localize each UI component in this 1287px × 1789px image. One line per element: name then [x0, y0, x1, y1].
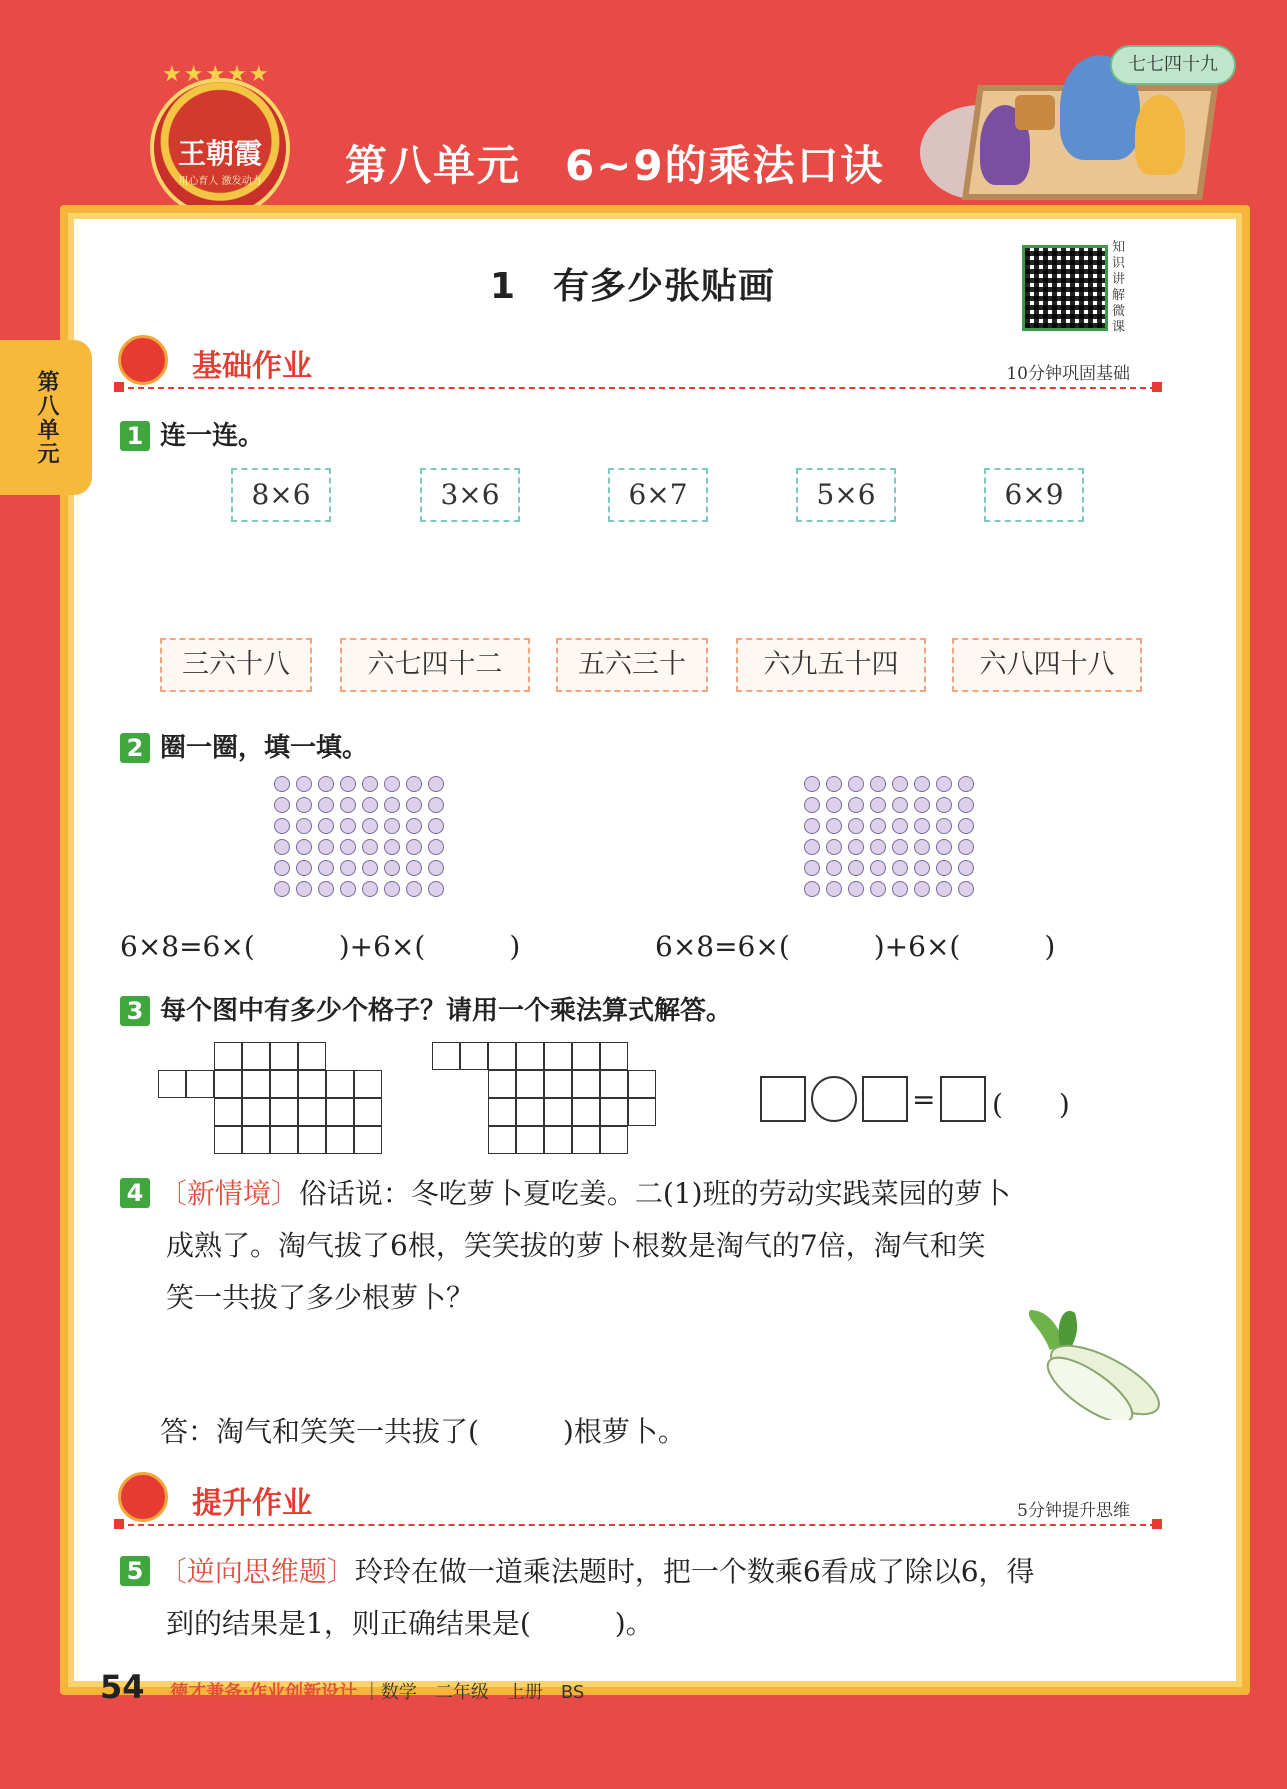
- grid-cell: [544, 1126, 572, 1154]
- dot: [362, 818, 378, 834]
- dot: [936, 797, 952, 813]
- dot: [428, 818, 444, 834]
- dot: [826, 797, 842, 813]
- question-4: [120, 1168, 1160, 1324]
- dot: [804, 860, 820, 876]
- section-basic-header: [118, 335, 1158, 395]
- qr-caption: 知识讲解微课: [1112, 240, 1126, 335]
- dot: [274, 839, 290, 855]
- equation-right: 6×8=6×( )+6×( ): [655, 930, 1056, 963]
- divider: [118, 1524, 1156, 1526]
- verse-card[interactable]: 五六三十: [556, 638, 708, 692]
- dot: [362, 839, 378, 855]
- grid-cell: [544, 1070, 572, 1098]
- dot: [296, 881, 312, 897]
- question-number: 5: [120, 1556, 150, 1586]
- radish-icon: [1020, 1305, 1160, 1420]
- answer-box[interactable]: [940, 1076, 986, 1122]
- grid-cell: [544, 1042, 572, 1070]
- grid-cell: [516, 1070, 544, 1098]
- grid-cell: [270, 1126, 298, 1154]
- grid-cell: [186, 1070, 214, 1098]
- dot: [340, 881, 356, 897]
- dot: [296, 776, 312, 792]
- grid-cell: [628, 1070, 656, 1098]
- grid-cell: [298, 1098, 326, 1126]
- dot: [318, 860, 334, 876]
- dot: [318, 881, 334, 897]
- dot: [340, 818, 356, 834]
- question-3: [120, 990, 732, 1027]
- speech-bubble: 七七四十九: [1110, 45, 1236, 85]
- grid-cell: [298, 1070, 326, 1098]
- grid-cell: [572, 1098, 600, 1126]
- dot: [406, 797, 422, 813]
- unit-paren: ( ): [992, 1088, 1070, 1121]
- dot: [274, 818, 290, 834]
- expression-card[interactable]: 8×6: [231, 468, 331, 522]
- grid-cell: [242, 1042, 270, 1070]
- publisher-logo: [150, 62, 290, 218]
- grid-cell: [214, 1070, 242, 1098]
- dot: [870, 881, 886, 897]
- expression-card[interactable]: 6×9: [984, 468, 1084, 522]
- page-number: 54: [100, 1668, 145, 1706]
- dot: [958, 839, 974, 855]
- dot: [384, 860, 400, 876]
- dot: [914, 776, 930, 792]
- question-text: 成熟了。淘气拔了6根，笑笑拔的萝卜根数是淘气的7倍，淘气和笑: [166, 1229, 986, 1262]
- grid-cell: [488, 1126, 516, 1154]
- grid-cell: [600, 1126, 628, 1154]
- answer-box[interactable]: [862, 1076, 908, 1122]
- dot: [296, 797, 312, 813]
- dot: [958, 776, 974, 792]
- grid-cell: [242, 1070, 270, 1098]
- dot: [958, 860, 974, 876]
- dot: [804, 797, 820, 813]
- dot: [848, 818, 864, 834]
- grid-cell: [488, 1070, 516, 1098]
- dot: [296, 839, 312, 855]
- grid-cell: [572, 1042, 600, 1070]
- dot: [936, 818, 952, 834]
- question-prompt: 圈一圈，填一填。: [160, 733, 369, 763]
- grid-cell: [460, 1042, 488, 1070]
- grid-cell: [158, 1070, 186, 1098]
- dot: [428, 776, 444, 792]
- grid-cell: [214, 1042, 242, 1070]
- grid-cell: [516, 1098, 544, 1126]
- dot: [892, 797, 908, 813]
- dot: [362, 776, 378, 792]
- grid-cell: [354, 1070, 382, 1098]
- question-number: 2: [120, 733, 150, 763]
- grid-cell: [298, 1042, 326, 1070]
- dot: [804, 818, 820, 834]
- dot: [406, 860, 422, 876]
- dot: [892, 881, 908, 897]
- dot: [870, 797, 886, 813]
- dot: [428, 860, 444, 876]
- grid-cell: [326, 1098, 354, 1126]
- dot: [274, 797, 290, 813]
- dot: [826, 776, 842, 792]
- section-advanced-header: [118, 1472, 1158, 1532]
- dot: [384, 881, 400, 897]
- series-name: 德才兼备·作业创新设计: [170, 1682, 358, 1703]
- grid-cell: [326, 1070, 354, 1098]
- dot: [914, 860, 930, 876]
- dot: [406, 776, 422, 792]
- dot: [318, 839, 334, 855]
- question-text: 玲玲在做一道乘法题时，把一个数乘6看成了除以6，得: [354, 1555, 1035, 1588]
- verse-card[interactable]: 三六十八: [160, 638, 312, 692]
- expression-card[interactable]: 5×6: [796, 468, 896, 522]
- grid-cell: [242, 1098, 270, 1126]
- grid-cell: [354, 1126, 382, 1154]
- section-basic-label: 基础作业: [192, 349, 312, 384]
- grid-cell: [270, 1042, 298, 1070]
- book-meta: ｜数学 二年级 上册 BS: [362, 1682, 585, 1703]
- dot: [848, 776, 864, 792]
- qr-code-icon[interactable]: [1022, 245, 1108, 331]
- grid-cell: [270, 1098, 298, 1126]
- dot: [892, 839, 908, 855]
- equation-left: 6×8=6×( )+6×( ): [120, 930, 521, 963]
- dot: [428, 839, 444, 855]
- question-tag: 〔逆向思维题〕: [158, 1555, 355, 1588]
- dot: [848, 860, 864, 876]
- dot: [892, 776, 908, 792]
- grid-cell: [270, 1070, 298, 1098]
- verse-card[interactable]: 六八四十八: [952, 638, 1142, 692]
- grid-cell: [572, 1070, 600, 1098]
- grid-cell: [628, 1098, 656, 1126]
- dot: [384, 839, 400, 855]
- dot: [318, 818, 334, 834]
- dot: [318, 776, 334, 792]
- question-number: 1: [120, 421, 150, 451]
- grid-cell: [488, 1042, 516, 1070]
- grid-cell: [600, 1098, 628, 1126]
- dot: [870, 818, 886, 834]
- dot: [804, 839, 820, 855]
- question-text: 俗话说：冬吃萝卜夏吃姜。二(1)班的劳动实践菜园的萝卜: [298, 1177, 1011, 1210]
- expression-card[interactable]: 3×6: [420, 468, 520, 522]
- grid-cell: [488, 1098, 516, 1126]
- dot: [958, 881, 974, 897]
- dot: [892, 860, 908, 876]
- grid-cell: [298, 1126, 326, 1154]
- dot: [870, 776, 886, 792]
- child-figure-icon: [1135, 95, 1185, 175]
- divider: [118, 387, 1156, 389]
- grid-cell: [214, 1098, 242, 1126]
- section-basic-note: 10分钟巩固基础: [1006, 364, 1130, 384]
- question-text: 到的结果是1，则正确结果是( )。: [166, 1607, 654, 1640]
- dot-array-left[interactable]: [274, 776, 446, 897]
- operator-circle[interactable]: [811, 1076, 857, 1122]
- dot: [384, 776, 400, 792]
- dot: [848, 839, 864, 855]
- dot: [870, 839, 886, 855]
- dot: [804, 776, 820, 792]
- dot: [848, 881, 864, 897]
- dot: [914, 818, 930, 834]
- question-2: [120, 727, 368, 764]
- unit-title: 第八单元 6~9的乘法口诀: [345, 141, 885, 190]
- dot: [848, 797, 864, 813]
- dot: [826, 818, 842, 834]
- section-advanced-note: 5分钟提升思维: [1017, 1501, 1130, 1521]
- dot-array-right[interactable]: [804, 776, 976, 897]
- dot: [892, 818, 908, 834]
- lesson-title: 1 有多少张贴画: [490, 266, 776, 307]
- dot: [406, 839, 422, 855]
- question-number: 4: [120, 1178, 150, 1208]
- stars-icon: ★★★★★: [162, 62, 271, 87]
- grid-cell: [326, 1126, 354, 1154]
- question-prompt: 每个图中有多少个格子？请用一个乘法算式解答。: [160, 996, 733, 1026]
- dot: [362, 881, 378, 897]
- dot: [936, 860, 952, 876]
- dot: [936, 881, 952, 897]
- question-5: [120, 1546, 1160, 1650]
- dot: [406, 881, 422, 897]
- dot: [826, 881, 842, 897]
- question-tag: 〔新情境〕: [158, 1177, 299, 1210]
- answer-box[interactable]: [760, 1076, 806, 1122]
- grid-cell: [242, 1126, 270, 1154]
- grid-cell: [544, 1098, 572, 1126]
- grid-cell: [432, 1042, 460, 1070]
- dot: [340, 797, 356, 813]
- dot: [958, 797, 974, 813]
- dot: [362, 797, 378, 813]
- dot: [296, 860, 312, 876]
- dot: [870, 860, 886, 876]
- logo-brand: 王朝霞: [177, 137, 262, 170]
- dot: [406, 818, 422, 834]
- header-illustration: [920, 0, 1287, 210]
- page-footer: [100, 1668, 584, 1706]
- dot: [340, 776, 356, 792]
- grid-cell: [572, 1126, 600, 1154]
- grid-cell: [214, 1126, 242, 1154]
- logs-icon: [1015, 95, 1055, 130]
- dot: [914, 839, 930, 855]
- dot: [296, 818, 312, 834]
- dot: [914, 797, 930, 813]
- dot: [804, 881, 820, 897]
- side-unit-tab: 第八单元: [0, 340, 92, 495]
- grid-cell: [516, 1126, 544, 1154]
- dot: [340, 839, 356, 855]
- dot: [274, 776, 290, 792]
- expression-card[interactable]: 6×7: [608, 468, 708, 522]
- logo-slogan: 用心育人 激发动力: [178, 176, 262, 187]
- dot: [958, 818, 974, 834]
- dot: [428, 797, 444, 813]
- dot: [384, 797, 400, 813]
- question-text: 笑一共拔了多少根萝卜？: [166, 1281, 475, 1314]
- dot: [318, 797, 334, 813]
- question-1: [120, 415, 264, 452]
- question-prompt: 连一连。: [160, 421, 265, 451]
- dot: [384, 818, 400, 834]
- megaphone-icon: [118, 1472, 168, 1522]
- dot: [340, 860, 356, 876]
- question-number: 3: [120, 996, 150, 1026]
- dot: [826, 860, 842, 876]
- dot: [936, 776, 952, 792]
- megaphone-icon: [118, 335, 168, 385]
- dot: [362, 860, 378, 876]
- equals-sign: =: [912, 1083, 936, 1116]
- grid-cell: [516, 1042, 544, 1070]
- verse-card[interactable]: 六九五十四: [736, 638, 926, 692]
- dot: [914, 881, 930, 897]
- dot: [936, 839, 952, 855]
- verse-card[interactable]: 六七四十二: [340, 638, 530, 692]
- dot: [274, 881, 290, 897]
- dot: [274, 860, 290, 876]
- grid-cell: [600, 1042, 628, 1070]
- grid-cell: [600, 1070, 628, 1098]
- dot: [428, 881, 444, 897]
- grid-cell: [354, 1098, 382, 1126]
- dot: [826, 839, 842, 855]
- section-advanced-label: 提升作业: [192, 1486, 312, 1521]
- answer-line: 答：淘气和笑笑一共拔了( )根萝卜。: [160, 1415, 686, 1448]
